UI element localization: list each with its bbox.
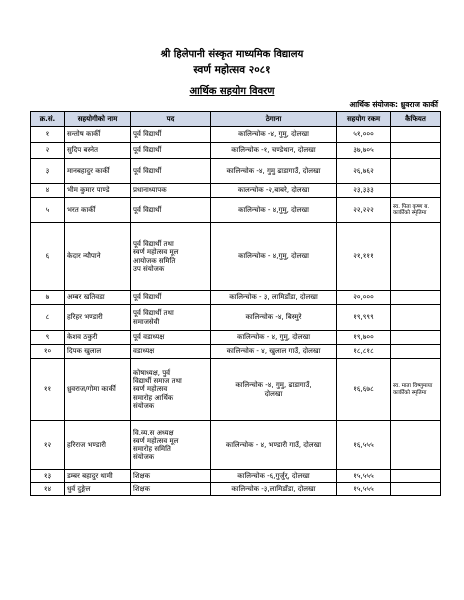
post-cell: प्रधानाध्यापक [131, 184, 211, 198]
amount-cell: १८,८१८ [337, 345, 391, 359]
serial-cell: ३ [31, 159, 65, 184]
post-cell: पूर्व विद्यार्थी [131, 127, 211, 143]
address-cell: कालिन्चोक - ४,गुमु, दोलखा [211, 198, 337, 223]
name-cell: धुर्व दुङ्गेल [65, 483, 131, 496]
name-cell: केदार न्यौपाने [65, 223, 131, 291]
address-cell: कालिन्चोक -४, बिस्मुरे [211, 305, 337, 331]
address-cell: कालिन्चोक -१, चण्डेथान, दोलखा [211, 143, 337, 159]
name-cell: ध्रुवराज/गोमा कार्की [65, 359, 131, 421]
post-cell: पूर्व विद्यार्थी तथा समाजसेवी [131, 305, 211, 331]
serial-cell: ११ [31, 359, 65, 421]
address-cell: कालिन्चोक - ४, गुमु, दोलखा [211, 331, 337, 345]
amount-cell: २६,७६२ [337, 159, 391, 184]
post-cell: वि.व्य.स अध्यक्ष स्वर्ण महोत्सव मूल समारोह समिति संयोजक [131, 421, 211, 470]
address-cell: कालिन्चोक -४, गुमु, ढाडागाउँ, दोलखा [211, 359, 337, 421]
amount-cell: १६,५५५ [337, 421, 391, 470]
table-header-row [31, 112, 441, 127]
post-cell: शिक्षक [131, 483, 211, 496]
name-cell: अम्बर खतिवडा [65, 291, 131, 305]
report-title: आर्थिक सहयोग विवरण [189, 86, 275, 97]
post-cell: पूर्व विद्यार्थी [131, 143, 211, 159]
contribution-table [30, 111, 441, 496]
amount-cell: १९,९९९ [337, 305, 391, 331]
column-header: पद [131, 112, 211, 127]
remark-cell: स्व. पिता कृष्ण ब. कार्कीको स्मृतिमा [391, 198, 441, 223]
address-cell: कालिन्चोक -६,गुर्जुर्, दोलखा [211, 470, 337, 483]
remark-cell [391, 143, 441, 159]
post-cell: पूर्व विद्यार्थी [131, 159, 211, 184]
column-header: क्र.सं. [31, 112, 65, 127]
name-cell: सन्तोष कार्की [65, 127, 131, 143]
name-cell: मानबहादुर कार्की [65, 159, 131, 184]
table-row [31, 159, 441, 184]
amount-cell: १५,५५५ [337, 483, 391, 496]
table-row [31, 184, 441, 198]
serial-cell: ४ [31, 184, 65, 198]
post-cell: पूर्व विद्यार्थी तथा स्वर्ण महोत्सव मूल आयोजक समिति उप संयोजक [131, 223, 211, 291]
serial-cell: १३ [31, 470, 65, 483]
table-row [31, 359, 441, 421]
column-header: कैफियत [391, 112, 441, 127]
serial-cell: २ [31, 143, 65, 159]
remark-cell [391, 470, 441, 483]
column-header: सहयोगीको नाम [65, 112, 131, 127]
address-cell: कालिन्चोक - ३, लामिडाँडा, दोलखा [211, 291, 337, 305]
column-header: ठेगाना [211, 112, 337, 127]
post-cell: शिक्षक [131, 470, 211, 483]
name-cell: डम्बर बहादुर थामी [65, 470, 131, 483]
address-cell: कालिन्चोक -४, गुमु, दोलखा [211, 127, 337, 143]
table-row [31, 143, 441, 159]
remark-cell [391, 421, 441, 470]
amount-cell: २२,२२२ [337, 198, 391, 223]
remark-cell [391, 223, 441, 291]
amount-cell: २०,००० [337, 291, 391, 305]
table-row [31, 483, 441, 496]
serial-cell: ६ [31, 223, 65, 291]
address-cell: कालन्चोक -२,बाबरे, दोलखा [211, 184, 337, 198]
table-row [31, 305, 441, 331]
table-body [31, 127, 441, 496]
table-row [31, 345, 441, 359]
post-cell: पूर्व विद्यार्थी [131, 291, 211, 305]
name-cell: भरत कार्की [65, 198, 131, 223]
name-cell: भीम कुमार पाण्डे [65, 184, 131, 198]
amount-cell: १६,६७८ [337, 359, 391, 421]
table-row [31, 198, 441, 223]
remark-cell [391, 127, 441, 143]
table-row [31, 421, 441, 470]
table-row [31, 470, 441, 483]
amount-cell: १९,७०० [337, 331, 391, 345]
address-cell: कालिन्चोक -३,लामिडाँडा, दोलखा [211, 483, 337, 496]
remark-cell: स्व. माता विष्णुमाया कार्कीको स्मृतिमा [391, 359, 441, 421]
table-row [31, 223, 441, 291]
amount-cell: ३७,७०५ [337, 143, 391, 159]
post-cell: पूर्व वडाध्यक्ष [131, 331, 211, 345]
serial-cell: ७ [31, 291, 65, 305]
remark-cell [391, 305, 441, 331]
remark-cell [391, 159, 441, 184]
name-cell: केशव ठकुरी [65, 331, 131, 345]
column-header: सहयोग रकम [337, 112, 391, 127]
name-cell: हरिराज भण्डारी [65, 421, 131, 470]
amount-cell: ५१,००० [337, 127, 391, 143]
amount-cell: १५,५५५ [337, 470, 391, 483]
serial-cell: ९ [31, 331, 65, 345]
serial-cell: १४ [31, 483, 65, 496]
address-cell: कालिन्चोक - ४, भण्डारी गाउँ, दोलखा [211, 421, 337, 470]
festival-title: स्वर्ण महोत्सव २०८१ [193, 64, 271, 76]
name-cell: दिपक खुलाल [65, 345, 131, 359]
post-cell: वडाध्यक्ष [131, 345, 211, 359]
remark-cell [391, 291, 441, 305]
name-cell: हरिहर भण्डारी [65, 305, 131, 331]
serial-cell: १ [31, 127, 65, 143]
remark-cell [391, 345, 441, 359]
amount-cell: २३,३३३ [337, 184, 391, 198]
serial-cell: ५ [31, 198, 65, 223]
table-row [31, 331, 441, 345]
school-name: श्री हिलेपानी संस्कृत माध्यमिक विद्यालय [160, 49, 304, 60]
serial-cell: १२ [31, 421, 65, 470]
post-cell: कोषाध्यक्ष, पुर्व विद्यार्थी समाज तथा स्वर्ण महोत्सव समारोह आर्थिक संयोजक [131, 359, 211, 421]
post-cell: पूर्व विद्यार्थी [131, 198, 211, 223]
table-row [31, 127, 441, 143]
serial-cell: ८ [31, 305, 65, 331]
address-cell: कालिन्चोक - ४, खुलाल गाउँ, दोलखा [211, 345, 337, 359]
address-cell: कालिन्चोक - ४,गुमु, दोलखा [211, 223, 337, 291]
remark-cell [391, 331, 441, 345]
serial-cell: १० [31, 345, 65, 359]
name-cell: सुदिप बस्नेत [65, 143, 131, 159]
table-row [31, 291, 441, 305]
amount-cell: २१,१११ [337, 223, 391, 291]
coordinator-line: आर्थिक संयोजक: ध्रुवराज कार्की [349, 100, 438, 109]
remark-cell [391, 483, 441, 496]
address-cell: कालिन्चोक -४, गुमु ढाडागाउँ, दोलखा [211, 159, 337, 184]
remark-cell [391, 184, 441, 198]
